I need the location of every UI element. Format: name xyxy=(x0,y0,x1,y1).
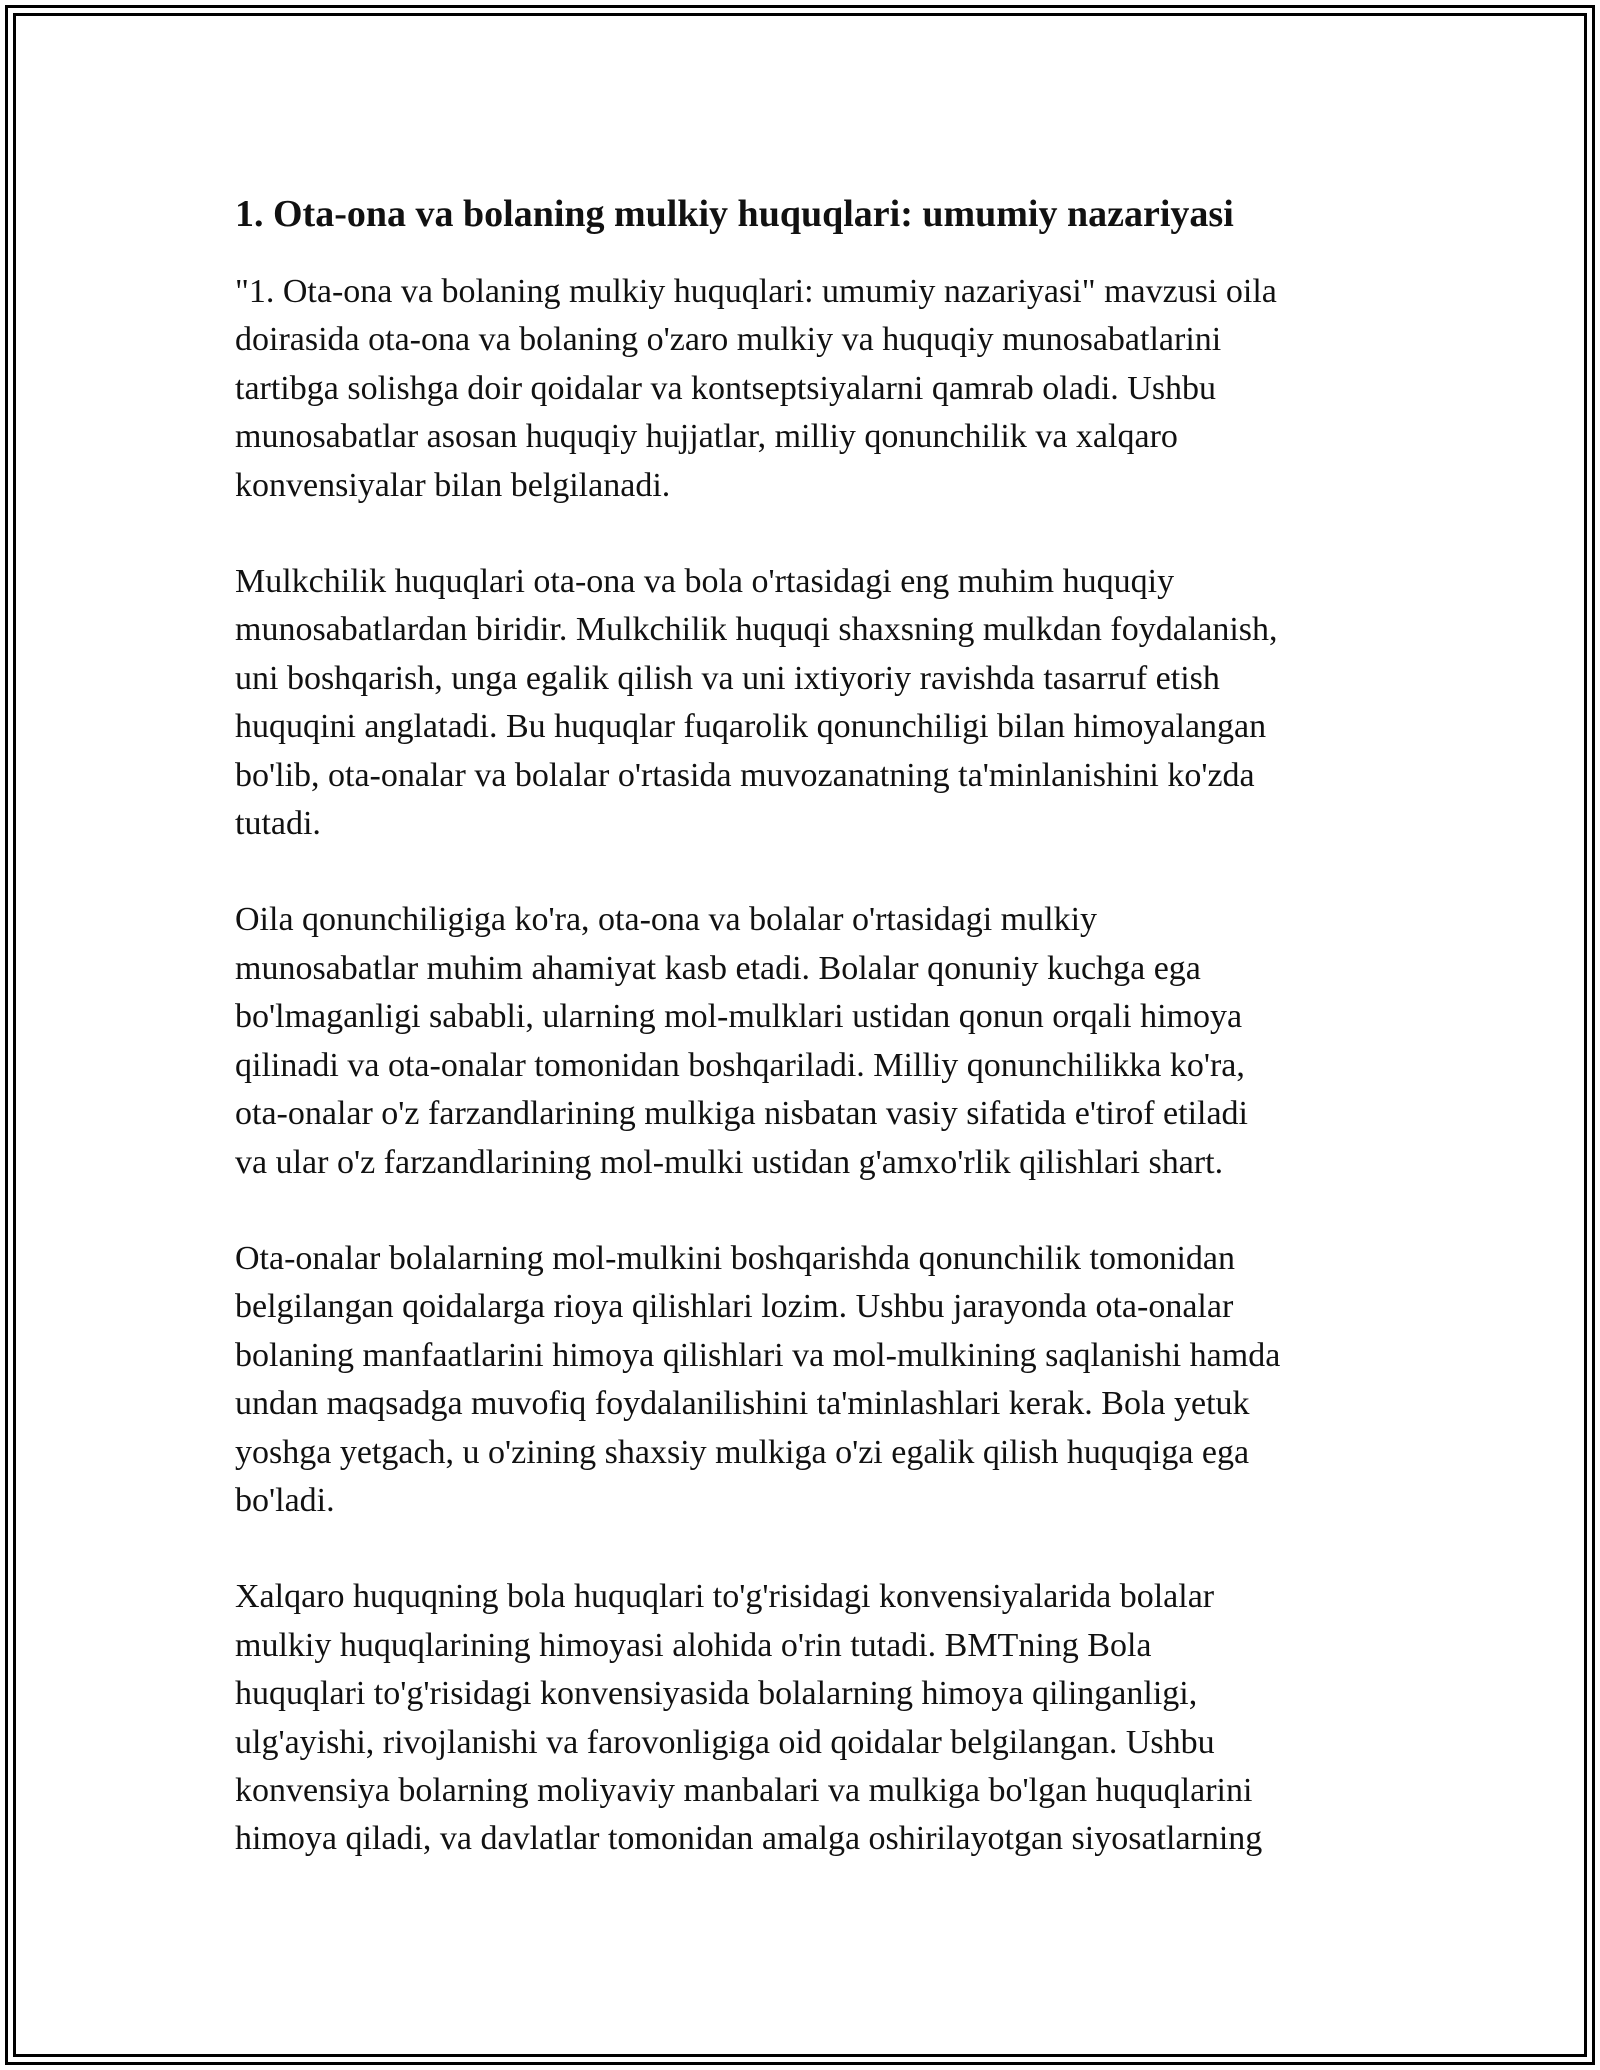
document-page xyxy=(235,188,1370,1912)
text-line: munosabatlardan biridir. Mulkchilik huquqi shaxsning mulkdan foydalanish, xyxy=(235,611,1278,649)
text-line: Mulkchilik huquqlari ota-ona va bola o'rtasidagi eng muhim huquqiy xyxy=(235,563,1175,601)
text-line: doirasida ota-ona va bolaning o'zaro mulkiy va huquqiy munosabatlarini xyxy=(235,321,1222,359)
text-line: bolaning manfaatlarini himoya qilishlari va mol-mulkining saqlanishi hamda xyxy=(235,1336,1281,1374)
text-line: bo'ladi. xyxy=(235,1481,335,1519)
text-line: huquqini anglatadi. Bu huquqlar fuqarolik qonunchiligi bilan himoyalangan xyxy=(235,708,1267,746)
text-line: tartibga solishga doir qoidalar va kontseptsiyalarni qamrab oladi. Ushbu xyxy=(235,369,1217,407)
paragraph-5 xyxy=(235,1573,1370,1863)
paragraph-4 xyxy=(235,1235,1370,1525)
paragraph-1 xyxy=(235,268,1370,510)
text-line: munosabatlar asosan huquqiy hujjatlar, milliy qonunchilik va xalqaro xyxy=(235,418,1178,456)
text-line: Oila qonunchiligiga ko'ra, ota-ona va bolalar o'rtasidagi mulkiy xyxy=(235,901,1098,939)
text-line: va ular o'z farzandlarining mol-mulki ustidan g'amxo'rlik qilishlari shart. xyxy=(235,1143,1224,1181)
text-line: Xalqaro huquqning bola huquqlari to'g'risidagi konvensiyalarida bolalar xyxy=(235,1578,1215,1616)
text-line: bo'lmaganligi sababli, ularning mol-mulklari ustidan qonun orqali himoya xyxy=(235,998,1243,1036)
text-line: yoshga yetgach, u o'zining shaxsiy mulkiga o'zi egalik qilish huquqiga ega xyxy=(235,1433,1250,1471)
text-line: konvensiya bolarning moliyaviy manbalari va mulkiga bo'lgan huquqlarini xyxy=(235,1771,1253,1809)
text-line: bo'lib, ota-onalar va bolalar o'rtasida muvozanatning ta'minlanishini ko'zda xyxy=(235,756,1255,794)
text-line: "1. Ota-ona va bolaning mulkiy huquqlari: umumiy nazariyasi" mavzusi oila xyxy=(235,273,1277,310)
section-title: 1. Ota-ona va bolaning mulkiy huquqlari: umumiy nazariyasi xyxy=(235,193,1234,235)
text-line: himoya qiladi, va davlatlar tomonidan amalga oshirilayotgan siyosatlarning xyxy=(235,1820,1263,1858)
paragraph-2 xyxy=(235,558,1370,848)
paragraph-3 xyxy=(235,896,1370,1186)
text-line: undan maqsadga muvofiq foydalanilishini ta'minlashlari kerak. Bola yetuk xyxy=(235,1385,1250,1423)
text-line: Ota-onalar bolalarning mol-mulkini boshqarishda qonunchilik tomonidan xyxy=(235,1239,1235,1277)
text-line: ulg'ayishi, rivojlanishi va farovonligiga oid qoidalar belgilangan. Ushbu xyxy=(235,1723,1215,1761)
text-line: huquqlari to'g'risidagi konvensiyasida bolalarning himoya qilinganligi, xyxy=(235,1675,1198,1713)
text-line: tutadi. xyxy=(235,805,321,843)
text-line: uni boshqarish, unga egalik qilish va uni ixtiyoriy ravishda tasarruf etish xyxy=(235,659,1220,697)
text-line: ota-onalar o'z farzandlarining mulkiga nisbatan vasiy sifatida e'tirof etiladi xyxy=(235,1095,1248,1133)
text-line: qilinadi va ota-onalar tomonidan boshqariladi. Milliy qonunchilikka ko'ra, xyxy=(235,1046,1245,1084)
text-line: konvensiyalar bilan belgilanadi. xyxy=(235,466,671,504)
text-line: mulkiy huquqlarining himoyasi alohida o'rin tutadi. BMTning Bola xyxy=(235,1626,1152,1664)
text-line: munosabatlar muhim ahamiyat kasb etadi. Bolalar qonuniy kuchga ega xyxy=(235,949,1201,987)
text-line: belgilangan qoidalarga rioya qilishlari lozim. Ushbu jarayonda ota-onalar xyxy=(235,1288,1234,1326)
